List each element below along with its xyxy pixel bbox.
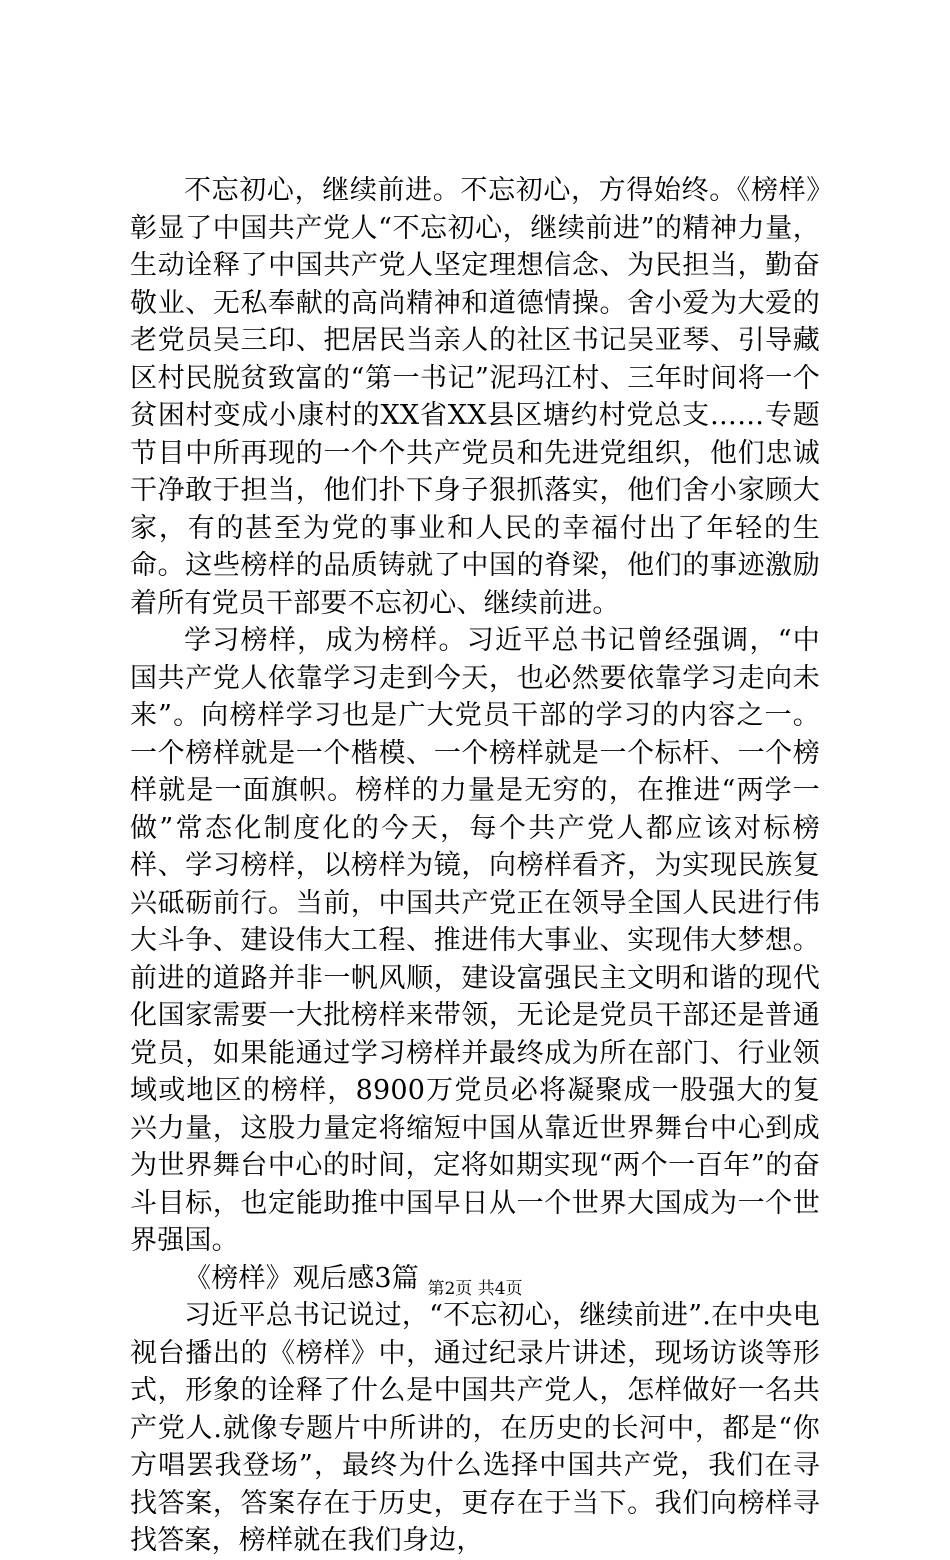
paragraph-2: 学习榜样，成为榜样。习近平总书记曾经强调，“中国共产党人依靠学习走到今天，也必然要依靠学习走向未来”。向榜样学习也是广大党员干部的学习的内容之一。一个榜样就是一个楷模、一个榜样就是一个标杆、一个榜样就是一面旗帜。榜样的力量是无穷的，在推进“两学一做”常态化制度化的今天，每个共产党人都应该对标榜样、学习榜样，以榜样为镜，向榜样看齐，为实现民族复兴砥砺前行。当前，中国共产党正在领导全国人民进行伟大斗争、建设伟大工程、推进伟大事业、实现伟大梦想。前进的道路并非一帆风顺，建设富强民主文明和谐的现代化国家需要一大批榜样来带领，无论是党员干部还是普通党员，如果能通过学习榜样并最终成为所在部门、行业领域或地区的榜样，8900万党员必将凝聚成一股强大的复兴力量，这股力量定将缩短中国从靠近世界舞台中心到成为世界舞台中心的时间，定将如期实现“两个一百年”的奋斗目标，也定能助推中国早日从一个世界大国成为一个世界强国。 — [130, 625, 820, 1256]
paragraph-3: 习近平总书记说过，“不忘初心，继续前进”.在中央电视台播出的《榜样》中，通过纪录片讲述，现场访谈等形式，形象的诠释了什么是中国共产党人，怎样做好一名共产党人.就像专题片中所讲的，在历史的长河中，都是“你方唱罢我登场”，最终为什么选择中国共产党，我们在寻找答案，答案存在于历史，更存在于当下。我们向榜样寻找答案，榜样就在我们身边， — [130, 1300, 820, 1556]
document-body — [130, 172, 820, 1560]
paragraph-1: 不忘初心，继续前进。不忘初心，方得始终。《榜样》彰显了中国共产党人“不忘初心，继续前进”的精神力量，生动诠释了中国共产党人坚定理想信念、为民担当，勤奋敬业、无私奉献的高尚精神和道德情操。舍小爱为大爱的老党员吴三印、把居民当亲人的社区书记吴亚琴、引导藏区村民脱贫致富的“第一书记”泥玛江村、三年时间将一个贫困村变成小康村的XX省XX县区塘约村党总支……专题节目中所再现的一个个共产党员和先进党组织，他们忠诚干净敢于担当，他们扑下身子狠抓落实，他们舍小家顾大家，有的甚至为党的事业和人民的幸福付出了年轻的生命。这些榜样的品质铸就了中国的脊梁，他们的事迹激励着所有党员干部要不忘初心、继续前进。 — [130, 175, 820, 619]
page-footer: 第2页 共4页 — [427, 1279, 523, 1299]
section-heading: 《榜样》观后感3篇 — [184, 1262, 419, 1294]
